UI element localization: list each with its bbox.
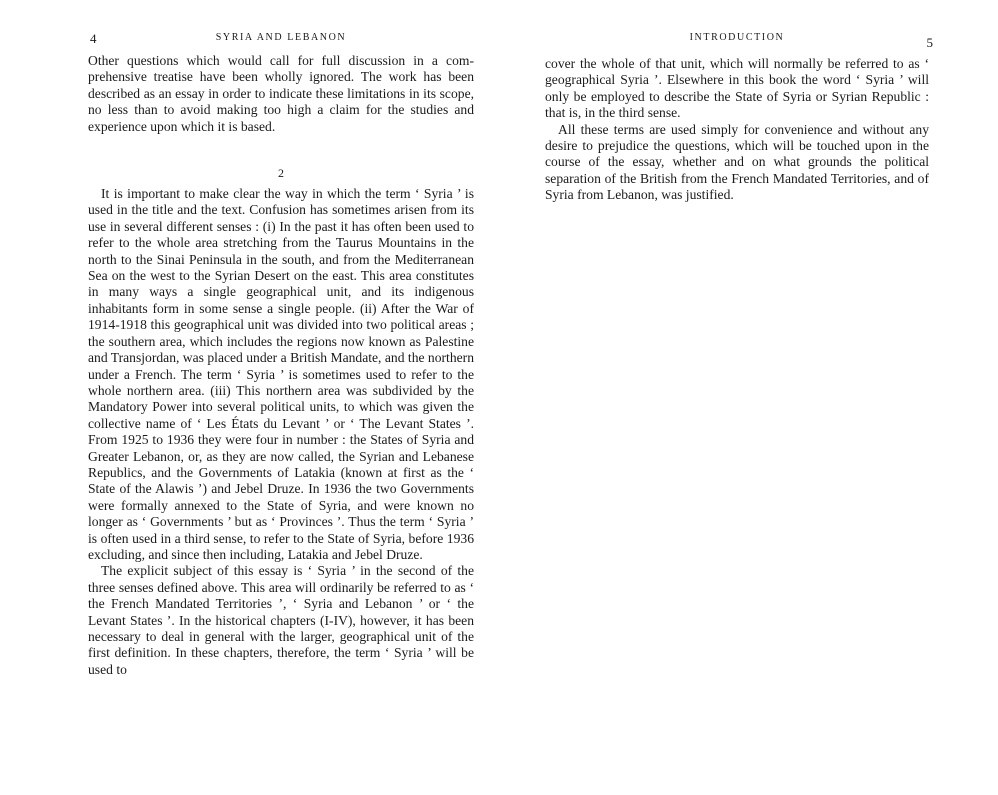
page-number-left: 4 bbox=[90, 31, 97, 46]
paragraph-explicit-subject: The explicit subject of this essay is ‘ Syria ’ in the second of the three senses defined above. This area will ordinarily be referred to as ‘ the French Mandated Territories ’, ‘ Syria and Lebanon ’ or ‘ the Levant States ’. In the historical chapters (I-IV), however, it has been necessary to deal in general with the larger, geographical unit of the first definition. In these chapters, therefore, the term ‘ Syria ’ will be used to bbox=[88, 563, 474, 677]
right-page-body bbox=[545, 56, 929, 204]
left-page-body bbox=[88, 53, 474, 678]
paragraph-terms-of-syria: It is important to make clear the way in which the term ‘ Syria ’ is used in the title and the text. Confusion has sometimes arisen from its use in several different senses : (i) In the past it has often been used to refer to the whole area stretching from the Taurus Mountains in the north to the Sinai Peninsula in the south, and from the Mediterranean Sea on the west to the Syrian Desert on the east. This area constitutes in many ways a single geographical unit, and its indigenous inhabitants form in some sense a single people. (ii) After the War of 1914-1918 this geographical unit was divided into two political areas ; the southern area, which includes the regions now known as Palestine and Transjordan, was placed under a British Mandate, and the northern under a French. The term ‘ Syria ’ is sometimes used to refer to the whole northern area. (iii) This northern area was subdivided by the Mandatory Power into several political units, to which was given the collective name of ‘ Les États du Levant ’ or ‘ The Levant States ’. From 1925 to 1936 they were four in number : the States of Syria and Greater Lebanon, or, as they are now called, the Syrian and Lebanese Republics, and the Governments of Latakia (known at first as the ‘ State of the Alawis ’) and Jebel Druze. In 1936 the two Governments were formally annexed to the State of Syria, and were known no longer as ‘ Governments ’ but as ‘ Provinces ’. Thus the term ‘ Syria ’ is often used in a third sense, to refer to the State of Syria, before 1936 excluding, and since then including, Latakia and Jebel Druze. bbox=[88, 186, 474, 562]
left-page bbox=[88, 0, 474, 795]
page-number-right: 5 bbox=[926, 35, 933, 50]
running-head-left: SYRIA AND LEBANON bbox=[215, 32, 347, 43]
running-head-right: INTRODUCTION bbox=[689, 32, 785, 43]
opening-paragraph: Other questions which would call for full discussion in a comprehensive treatise have been wholly ignored. The work has been described as an essay in order to indicate these limitations in its scope, no less than to avoid making too high a claim for the studies and experience upon which it is based. bbox=[88, 53, 474, 134]
section-number: 2 bbox=[278, 166, 284, 181]
paragraph-continuation: cover the whole of that unit, which will normally be referred to as ‘ geographical Syria ’. Elsewhere in this book the word ‘ Syria ’ will only be employed to describe the State of Syria or Syrian Republic : that is, in the third sense. bbox=[545, 56, 929, 121]
right-page bbox=[545, 0, 933, 795]
paragraph-convenience: All these terms are used simply for convenience and without any desire to prejudice the questions, which will be touched upon in the course of the essay, whether and on what grounds the political separation of the British from the French Mandated Territories, and of Syria from Lebanon, was justified. bbox=[545, 121, 929, 203]
